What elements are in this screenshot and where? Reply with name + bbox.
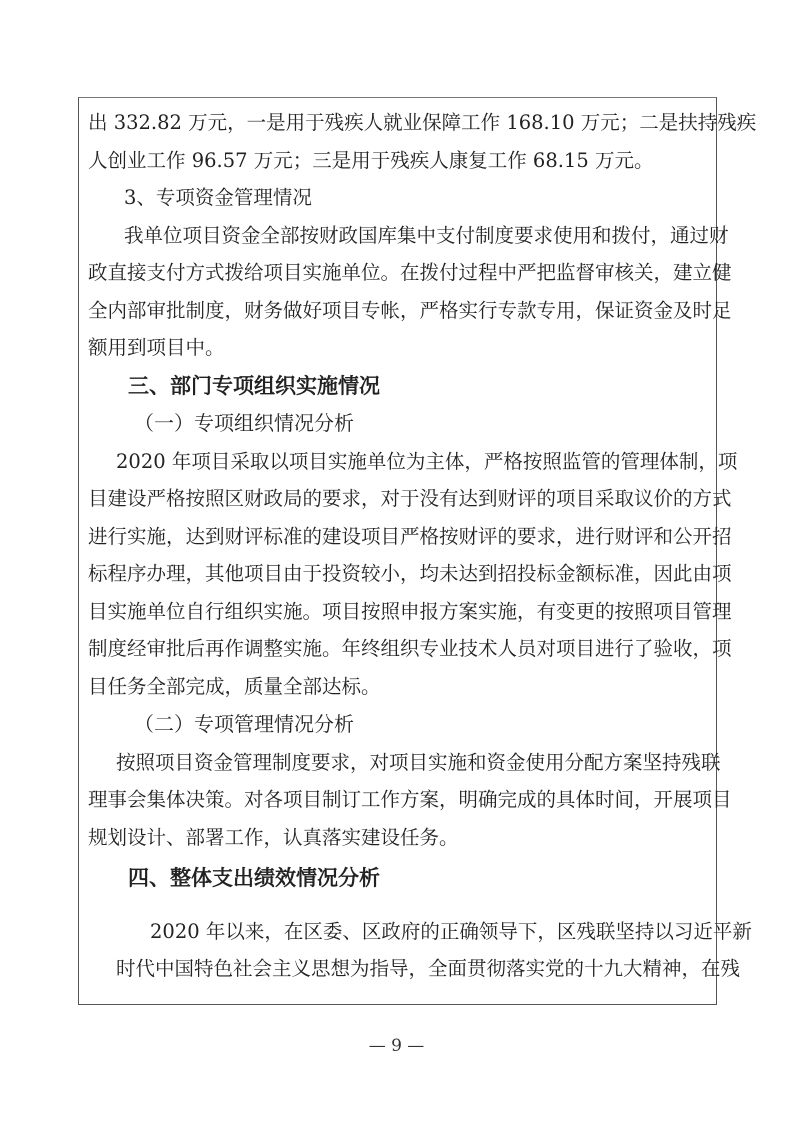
text-line: 理事会集体决策。对各项目制订工作方案，明确完成的具体时间，开展项目: [88, 788, 732, 811]
subheading-organization: （一）专项组织情况分析: [134, 411, 354, 435]
text-line: 目建设严格按照区财政局的要求，对于没有达到财评的项目采取议价的方式: [88, 487, 732, 510]
text-line: 我单位项目资金全部按财政国库集中支付制度要求使用和拨付，通过财: [124, 223, 729, 247]
text-line: 额用到项目中。: [88, 336, 225, 359]
subheading-management: （二）专项管理情况分析: [134, 712, 354, 736]
text-line: 出 332.82 万元，一是用于残疾人就业保障工作 168.10 万元；二是扶持残疾: [88, 111, 757, 134]
text-line: 标程序办理，其他项目由于投资较小，均未达到招投标金额标准，因此由项: [88, 562, 732, 585]
subheading-fund-management: 3、专项资金管理情况: [124, 186, 312, 209]
text-line: 进行实施，达到财评标准的建设项目严格按财评的要求，进行财评和公开招: [88, 524, 732, 548]
text-line: 时代中国特色社会主义思想为指导，全面贯彻落实党的十九大精神，在残: [116, 957, 741, 980]
heading-section-4: 四、整体支出绩效情况分析: [128, 866, 380, 890]
content-frame: [78, 97, 757, 1005]
text-line: 目实施单位自行组织实施。项目按照申报方案实施，有变更的按照项目管理: [88, 599, 732, 623]
text-line: 政直接支付方式拨给项目实施单位。在拨付过程中严把监督审核关，建立健: [88, 261, 732, 284]
text-line: 目任务全部完成，质量全部达标。: [88, 674, 381, 698]
page-number: — 9 —: [368, 1036, 425, 1056]
text-line: 制度经审批后再作调整实施。年终组织专业技术人员对项目进行了验收，项: [88, 637, 732, 660]
text-line: 2020 年项目采取以项目实施单位为主体，严格按照监管的管理体制，项: [116, 449, 738, 473]
text-line: 规划设计、部署工作，认真落实建设任务。: [88, 825, 459, 849]
heading-section-3: 三、部门专项组织实施情况: [128, 373, 380, 398]
text-line: 全内部审批制度，财务做好项目专帐，严格实行专款专用，保证资金及时足: [88, 298, 732, 322]
text-line: 2020 年以来，在区委、区政府的正确领导下，区残联坚持以习近平新: [150, 919, 752, 943]
text-line: 按照项目资金管理制度要求，对项目实施和资金使用分配方案坚持残联: [116, 750, 721, 774]
text-line: 人创业工作 96.57 万元；三是用于残疾人康复工作 68.15 万元。: [88, 148, 654, 172]
